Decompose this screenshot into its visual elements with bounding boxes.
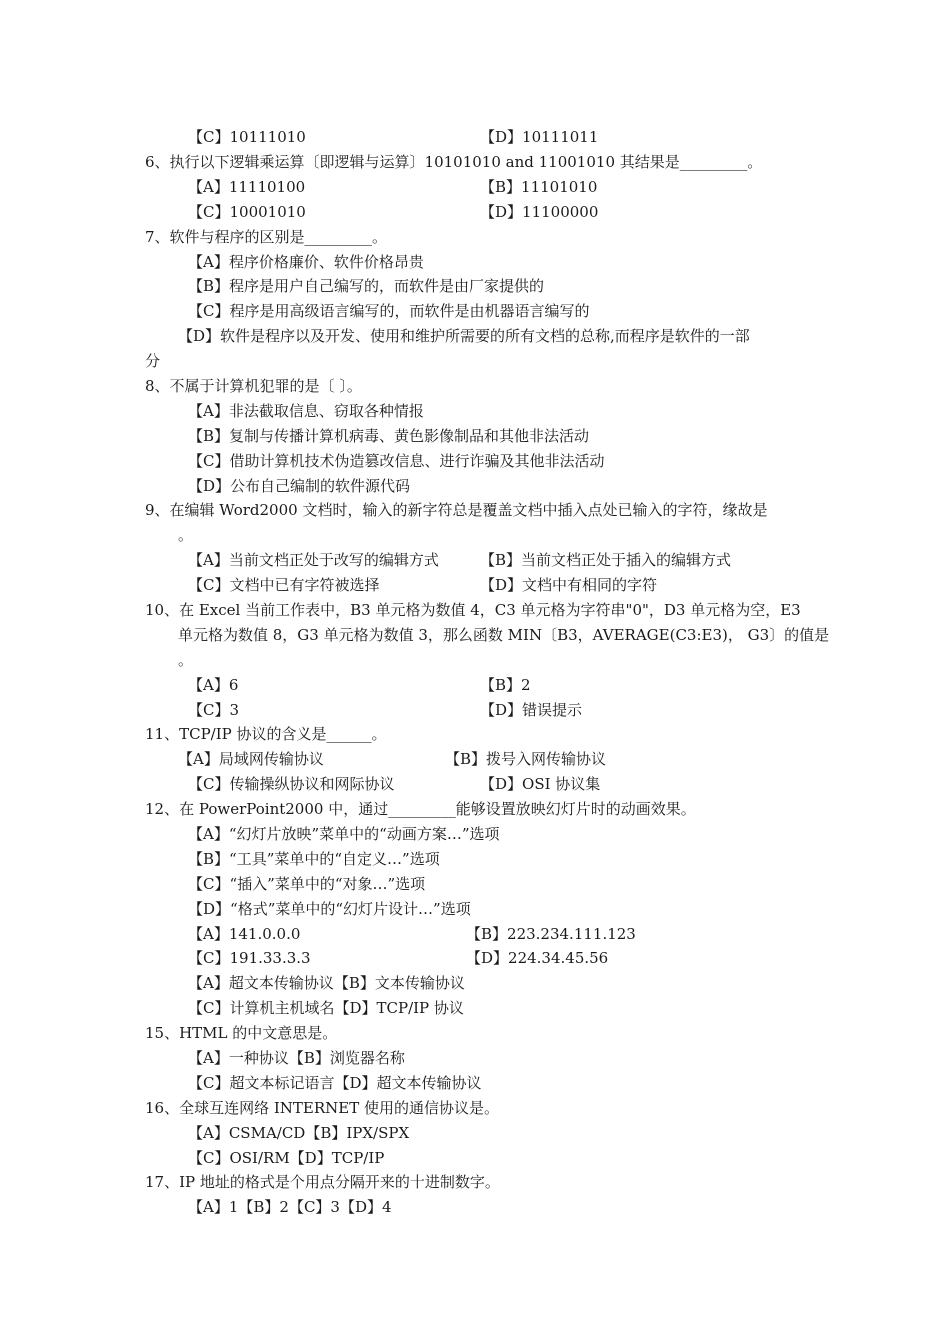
option-b: 【B】当前文档正处于插入的编辑方式	[480, 551, 732, 569]
option-d: 【D】11100000	[480, 203, 599, 221]
option-b: 【B】“工具”菜单中的“自定义…”选项	[188, 850, 440, 868]
question-17: 17、IP 地址的格式是个用点分隔开来的十进制数字。	[145, 1173, 500, 1191]
option-c: 【C】10001010	[188, 203, 306, 221]
option-a: 【A】非法截取信息、窃取各种情报	[188, 402, 424, 420]
option-d: 【D】224.34.45.56	[466, 949, 609, 967]
option-a: 【A】141.0.0.0	[188, 925, 301, 943]
option-b: 【B】2	[480, 676, 531, 694]
question-7: 7、软件与程序的区别是_________。	[145, 228, 388, 246]
question-12: 12、在 PowerPoint2000 中，通过_________能够设置放映幻灯片时的动画效果。	[145, 800, 696, 818]
option-d: 【D】“格式”菜单中的“幻灯片设计…”选项	[188, 900, 471, 918]
question-9: 9、在编辑 Word2000 文档时，输入的新字符总是覆盖文档中插入点处已输入的字符，缘故是	[145, 501, 768, 519]
options-abcd: 【A】1【B】2【C】3【D】4	[188, 1198, 392, 1216]
options-cd: 【C】计算机主机域名【D】TCP/IP 协议	[188, 999, 464, 1017]
option-c: 【C】文档中已有字符被选择	[188, 576, 380, 594]
option-a: 【A】“幻灯片放映”菜单中的“动画方案…”选项	[188, 825, 500, 843]
option-c: 【C】“插入”菜单中的“对象…”选项	[188, 875, 426, 893]
options-ab: 【A】一种协议【B】浏览器名称	[188, 1049, 405, 1067]
option-a: 【A】6	[188, 676, 239, 694]
question-16: 16、全球互连网络 INTERNET 使用的通信协议是。	[145, 1099, 500, 1117]
question-10: 10、在 Excel 当前工作表中，B3 单元格为数值 4，C3 单元格为字符串"0"，D3 单元格为空，E3	[145, 601, 801, 619]
option-d: 【D】错误提示	[480, 701, 583, 719]
option-a: 【A】11110100	[188, 178, 306, 196]
option-c: 【C】程序是用高级语言编写的，而软件是由机器语言编写的	[188, 302, 590, 320]
option-c: 【C】191.33.3.3	[188, 949, 311, 967]
option-d-continued: 分	[145, 352, 161, 370]
option-b: 【B】复制与传播计算机病毒、黄色影像制品和其他非法活动	[188, 427, 590, 445]
option-d: 【D】文档中有相同的字符	[480, 576, 658, 594]
option-a: 【A】程序价格廉价、软件价格昂贵	[188, 253, 424, 271]
option-d: 【D】软件是程序以及开发、使用和维护所需要的所有文档的总称,而程序是软件的一部	[178, 327, 750, 345]
options-cd: 【C】超文本标记语言【D】超文本传输协议	[188, 1074, 482, 1092]
question-10-continued: 。	[178, 651, 194, 669]
question-9-continued: 。	[178, 526, 194, 544]
question-8: 8、不属于计算机犯罪的是〔 〕。	[145, 377, 362, 395]
question-10-continued: 单元格为数值 8，G3 单元格为数值 3，那么函数 MIN〔B3，AVERAGE(C3:E3)， G3〕的值是	[178, 626, 830, 644]
options-ab: 【A】超文本传输协议【B】文本传输协议	[188, 974, 465, 992]
option-c: 【C】借助计算机技术伪造篡改信息、进行诈骗及其他非法活动	[188, 452, 605, 470]
option-d: 【D】OSI 协议集	[480, 775, 601, 793]
options-ab: 【A】CSMA/CD【B】IPX/SPX	[188, 1124, 410, 1142]
option-c: 【C】传输操纵协议和网际协议	[188, 775, 395, 793]
question-15: 15、HTML 的中文意思是。	[145, 1024, 338, 1042]
option-c: 【C】3	[188, 701, 240, 719]
option-b: 【B】11101010	[480, 178, 598, 196]
option-c: 【C】10111010	[188, 128, 306, 146]
question-11: 11、TCP/IP 协议的含义是______。	[145, 725, 387, 743]
option-d: 【D】公布自己编制的软件源代码	[188, 477, 411, 495]
option-d: 【D】10111011	[480, 128, 599, 146]
option-a: 【A】局域网传输协议	[178, 750, 324, 768]
option-b: 【B】程序是用户自己编写的，而软件是由厂家提供的	[188, 277, 545, 295]
option-a: 【A】当前文档正处于改写的编辑方式	[188, 551, 439, 569]
option-b: 【B】拨号入网传输协议	[445, 750, 607, 768]
option-b: 【B】223.234.111.123	[466, 925, 636, 943]
question-6: 6、执行以下逻辑乘运算〔即逻辑与运算〕10101010 and 11001010 其结果是_________。	[145, 153, 763, 171]
options-cd: 【C】OSI/RM【D】TCP/IP	[188, 1149, 385, 1167]
